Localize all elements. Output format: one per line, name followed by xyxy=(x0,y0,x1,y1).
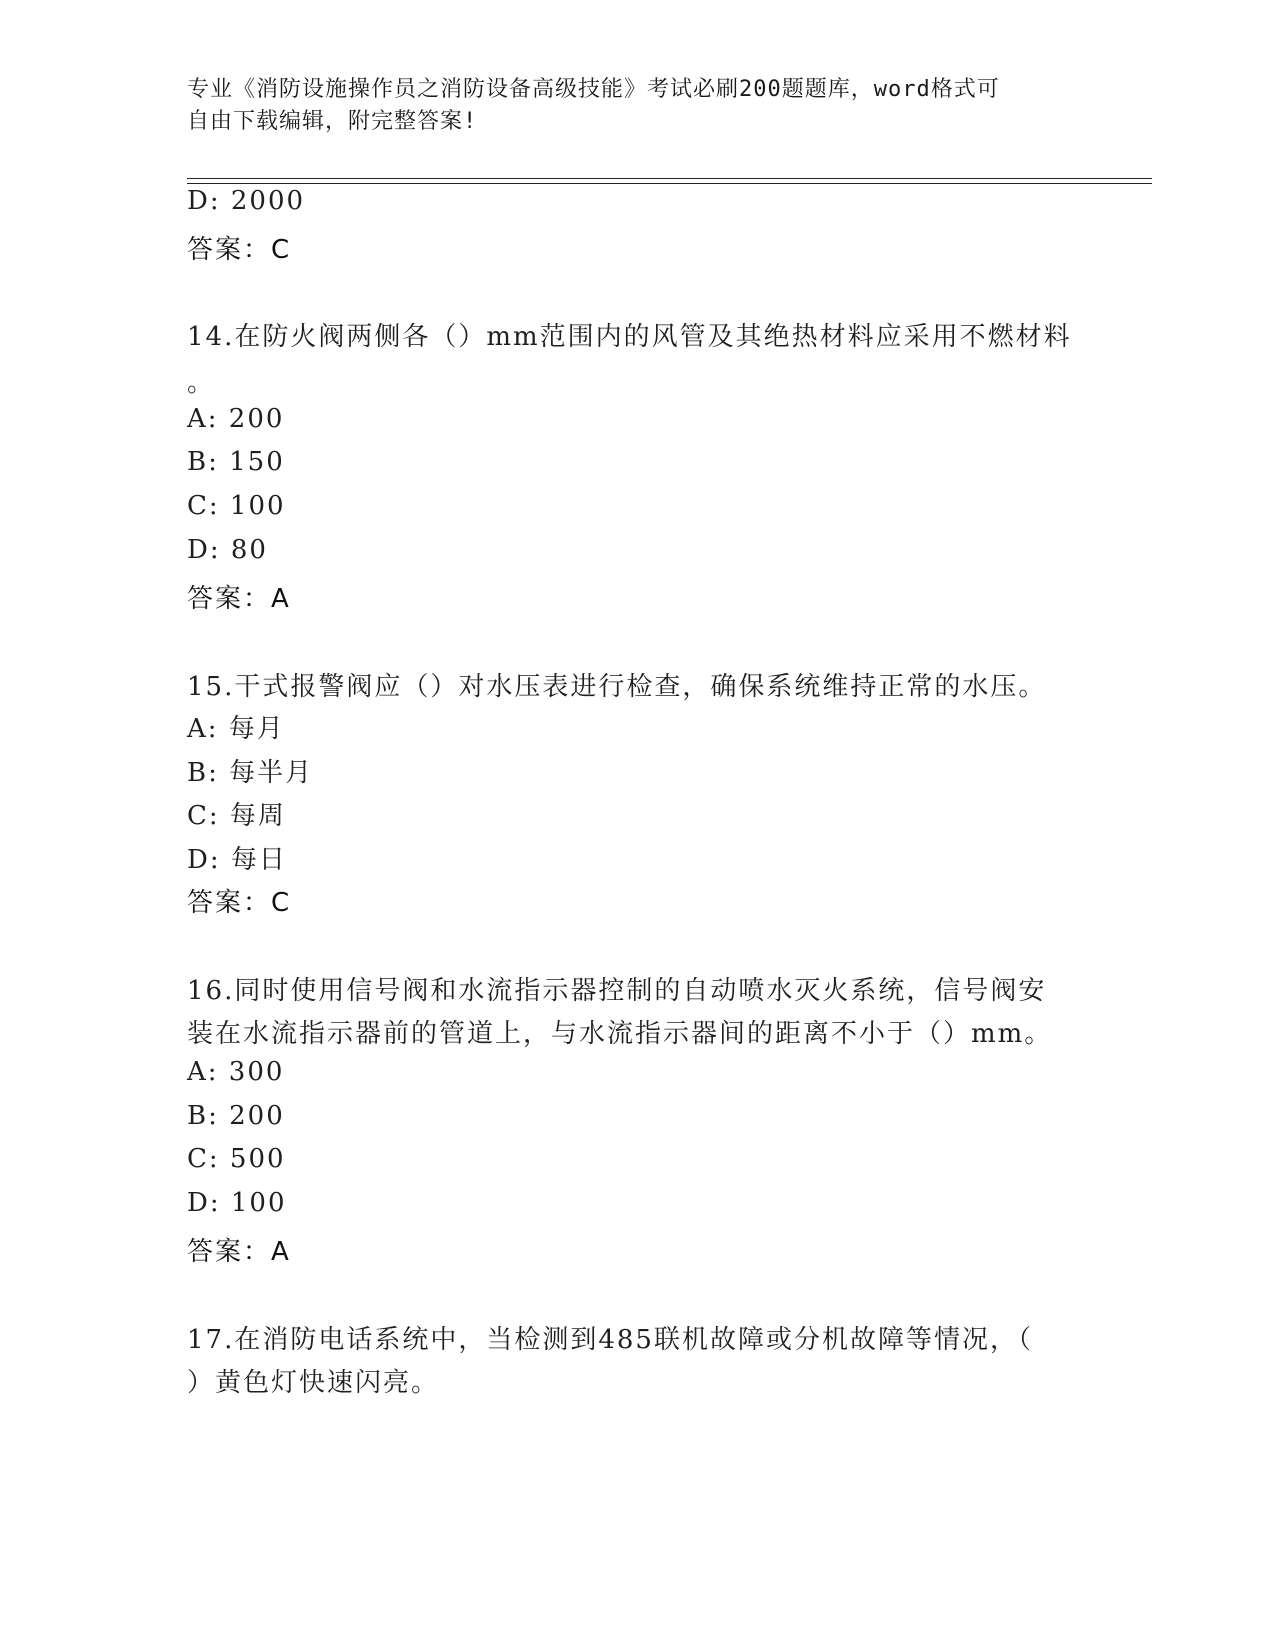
question-14-option-b: B: 150 xyxy=(187,447,285,477)
header-title-line-1: 专业《消防设施操作员之消防设备高级技能》考试必刷200题题库，word格式可 xyxy=(187,77,1000,102)
question-15-option-d: D: 每日 xyxy=(187,845,287,875)
header-divider-top xyxy=(187,178,1152,179)
prev-option-d: D: 2000 xyxy=(187,186,306,216)
prev-answer: 答案：C xyxy=(187,235,292,265)
question-14-option-c: C: 100 xyxy=(187,491,286,521)
question-16-stem-line-1: 16.同时使用信号阀和水流指示器控制的自动喷水灭火系统，信号阀安 xyxy=(187,976,1047,1006)
question-14-answer: 答案：A xyxy=(187,584,291,614)
question-15-option-b: B: 每半月 xyxy=(187,758,314,788)
question-16-answer: 答案：A xyxy=(187,1237,291,1267)
question-14-stem-line-1: 14.在防火阀两侧各（）mm范围内的风管及其绝热材料应采用不燃材料 xyxy=(187,322,1072,352)
question-16-option-b: B: 200 xyxy=(187,1101,285,1131)
question-15-option-c: C: 每周 xyxy=(187,801,286,831)
question-15-answer: 答案：C xyxy=(187,888,292,918)
question-16-option-a: A: 300 xyxy=(187,1057,285,1087)
question-15-stem-line-1: 15.干式报警阀应（）对水压表进行检查，确保系统维持正常的水压。 xyxy=(187,672,1047,702)
header-divider-bottom xyxy=(187,183,1152,184)
document-header xyxy=(187,74,1067,138)
question-14-stem-line-2: 。 xyxy=(187,368,216,398)
question-16-option-c: C: 500 xyxy=(187,1144,286,1174)
question-16-stem-line-2: 装在水流指示器前的管道上，与水流指示器间的距离不小于（）mm。 xyxy=(187,1019,1053,1049)
question-14-option-a: A: 200 xyxy=(187,404,285,434)
question-15-option-a: A: 每月 xyxy=(187,714,285,744)
question-14-option-d: D: 80 xyxy=(187,535,268,565)
question-17-stem-line-2: ）黄色灯快速闪亮。 xyxy=(187,1368,440,1398)
question-17-stem-line-1: 17.在消防电话系统中，当检测到485联机故障或分机故障等情况，（ xyxy=(187,1325,1033,1355)
header-title-line-2: 自由下载编辑，附完整答案! xyxy=(187,109,478,134)
question-16-option-d: D: 100 xyxy=(187,1188,287,1218)
